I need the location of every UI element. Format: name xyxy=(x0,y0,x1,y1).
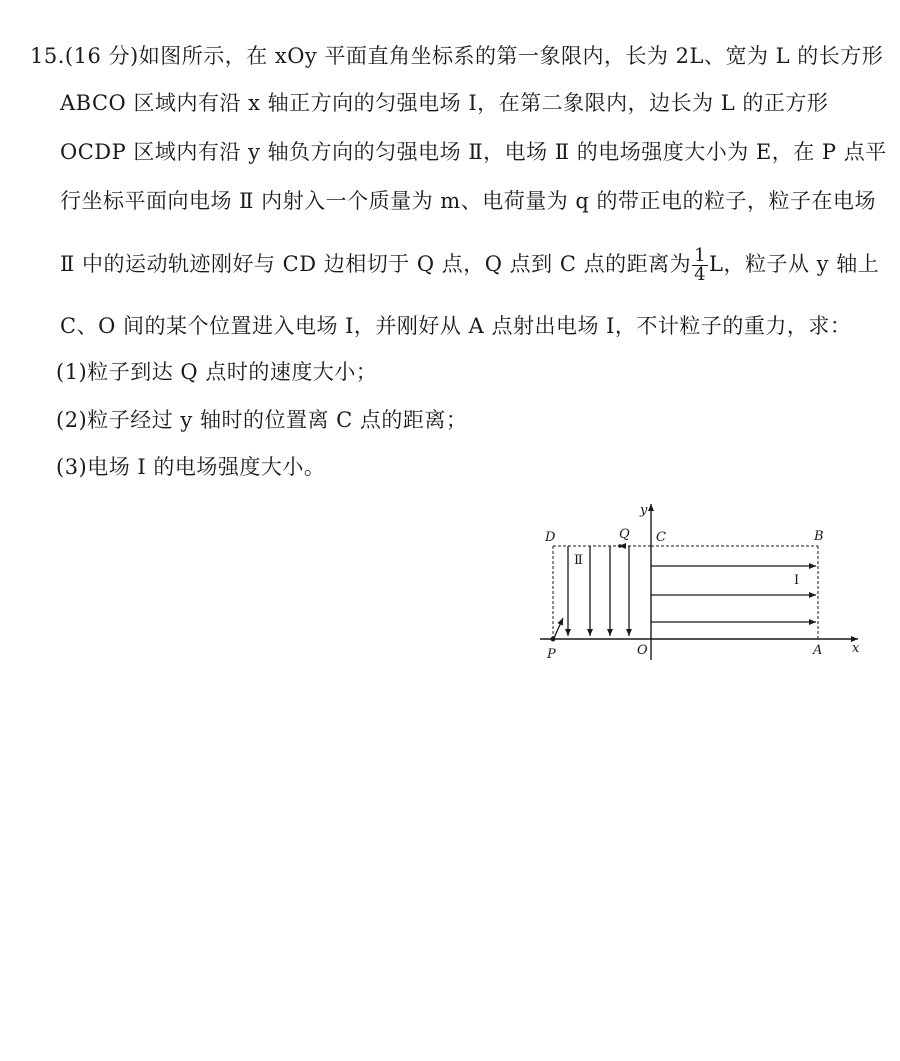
label-C: C xyxy=(656,530,666,545)
label-x: x xyxy=(852,641,860,656)
problem-score: (16 分) xyxy=(64,44,139,68)
label-Q: Q xyxy=(619,527,630,542)
problem-line-6: C、O 间的某个位置进入电场 Ⅰ，并刚好从 A 点射出电场 Ⅰ，不计粒子的重力，求： xyxy=(60,314,852,338)
problem-text-1: 如图所示，在 xOy 平面直角坐标系的第一象限内，长为 2L、宽为 L 的长方形 xyxy=(138,44,884,68)
question-3: (3)电场 Ⅰ 的电场强度大小。 xyxy=(56,455,326,479)
question-2: (2)粒子经过 y 轴时的位置离 C 点的距离； xyxy=(56,408,468,432)
problem-text-5b: L，粒子从 y 轴上 xyxy=(709,252,880,276)
problem-line-4: 行坐标平面向电场 Ⅱ 内射入一个质量为 m、电荷量为 q 的带正电的粒子，粒子在电场 xyxy=(60,189,877,213)
fraction-one-quarter xyxy=(692,247,708,284)
problem-line-1 xyxy=(30,40,883,72)
question-1: (1)粒子到达 Q 点时的速度大小； xyxy=(56,360,378,384)
field-diagram xyxy=(530,500,875,670)
label-field-2: Ⅱ xyxy=(574,553,583,568)
label-O: O xyxy=(637,643,648,658)
label-A: A xyxy=(813,643,823,658)
problem-text-5a: Ⅱ 中的运动轨迹刚好与 CD 边相切于 Q 点，Q 点到 C 点的距离为 xyxy=(60,252,692,276)
problem-line-5 xyxy=(60,247,879,284)
label-D: D xyxy=(545,530,556,545)
problem-number: 15. xyxy=(30,44,65,68)
problem-line-3: OCDP 区域内有沿 y 轴负方向的匀强电场 Ⅱ，电场 Ⅱ 的电场强度大小为 E，在 P 点平 xyxy=(60,140,887,164)
label-B: B xyxy=(814,529,824,544)
label-field-1: Ⅰ xyxy=(794,573,800,588)
fraction-numerator: 1 xyxy=(694,245,707,266)
label-P: P xyxy=(547,647,556,662)
fraction-denominator: 4 xyxy=(694,264,707,285)
initial-velocity-arrow xyxy=(554,618,563,638)
label-y: y xyxy=(640,503,648,518)
problem-line-2: ABCO 区域内有沿 x 轴正方向的匀强电场 Ⅰ，在第二象限内，边长为 L 的正方形 xyxy=(60,91,829,115)
